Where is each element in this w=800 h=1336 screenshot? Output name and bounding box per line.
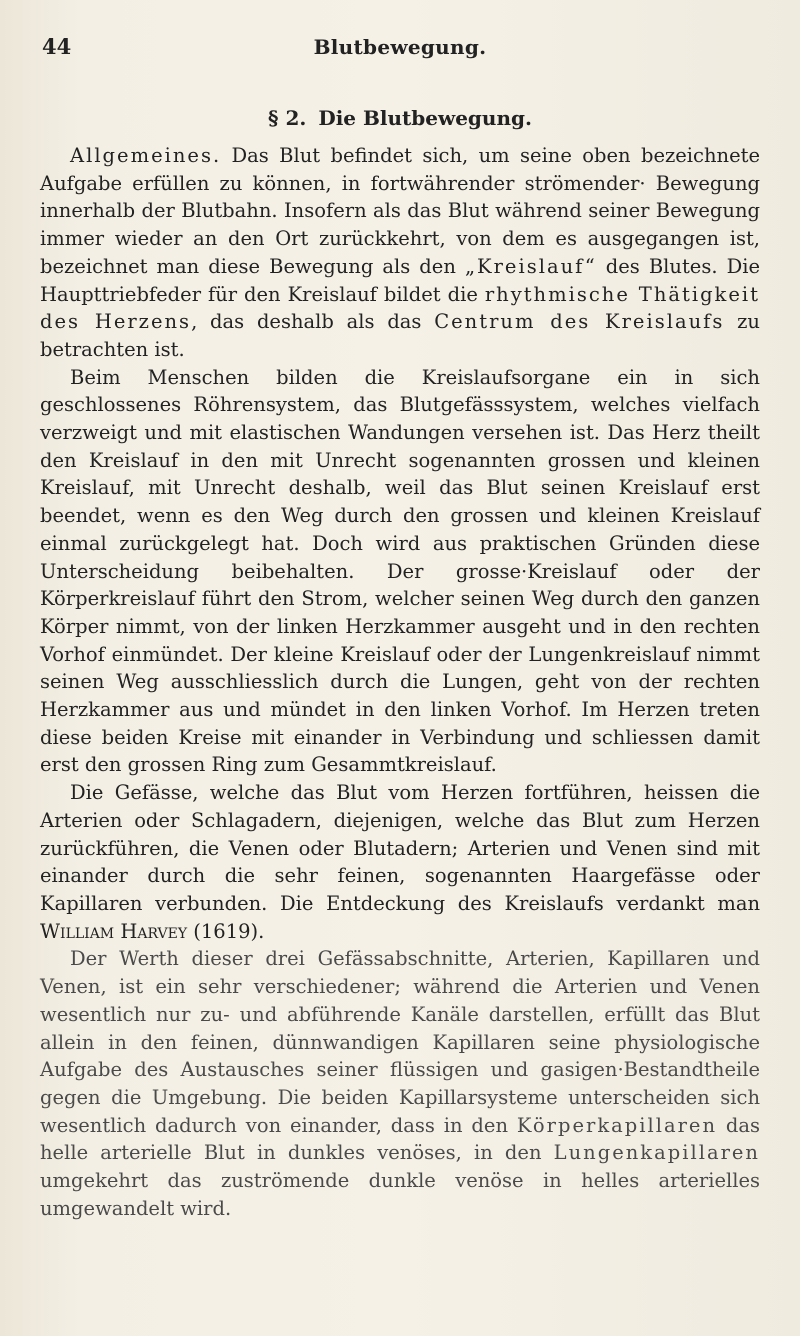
body-text bbox=[40, 142, 760, 1222]
section-heading bbox=[0, 106, 800, 130]
emphasis-koerperkapillaren: Körperkapillaren bbox=[516, 1113, 718, 1137]
page-number: 44 bbox=[42, 34, 72, 59]
paragraph-lead: Allgemeines. bbox=[70, 144, 222, 167]
paragraph-text: Der Werth dieser drei Gefässabschnitte, Arterien, Kapillaren und Venen, ist ein sehr verschiedener; während die Arterien und Venen wesentlich nur zu- und abführende Kanäle darstellen, erfüllt das Blut allein in den feinen, dünnwandigen Kapillaren seine physiologische Aufgabe des Austausches seiner flüssigen und gasigen·Bestandtheile gegen die Umgebung. Die beiden Kapillarsysteme unterscheiden sich wesentlich dadurch von einander, dass in den bbox=[40, 947, 760, 1137]
paragraph-text: das helle arterielle Blut in dunkles venöses, in den bbox=[40, 1113, 760, 1165]
emphasis-centrum: Centrum des Kreislaufs bbox=[434, 310, 725, 334]
paragraph-kreislaufsorgane: Beim Menschen bilden die Kreislaufsorgane ein in sich geschlossenes Röhrensystem, das Blutgefässsystem, welches vielfach verzweigt und mit elastischen Wandungen versehen ist. Das Herz theilt den Kreislauf in den mit Unrecht sogenannten grossen und kleinen Kreislauf, mit Unrecht deshalb, weil das Blut seinen Kreislauf erst beendet, wenn es den Weg durch den grossen und kleinen Kreislauf einmal zurückgelegt hat. Doch wird aus praktischen Gründen diese Unterscheidung beibehalten. Der grosse·Kreislauf oder der Körperkreislauf führt den Strom, welcher seinen Weg durch den ganzen Körper nimmt, von der linken Herzkammer ausgeht und in den rechten Vorhof einmündet. Der kleine Kreislauf oder der Lungenkreislauf nimmt seinen Weg ausschliesslich durch die Lungen, geht von der rechten Herzkammer aus und mündet in den linken Vorhof. Im Herzen treten diese beiden Kreise mit einander in Verbindung und schliessen damit erst den grossen Ring zum Gesammtkreislauf. bbox=[40, 365, 760, 777]
paragraph-gefaesse bbox=[40, 779, 760, 945]
section-number: § 2. bbox=[268, 106, 307, 130]
paragraph-text: (1619). bbox=[187, 919, 265, 943]
paragraph-text: des Blutes. Die Haupttriebfeder für den Kreislauf bildet die bbox=[40, 254, 760, 306]
emphasis-kreislauf: „Kreislauf“ bbox=[464, 254, 597, 278]
page-header bbox=[42, 34, 758, 64]
author-name: William Harvey bbox=[40, 919, 188, 943]
paragraph-text: Das Blut befindet sich, um seine oben bezeichnete Aufgabe erfüllen zu können, in fortwährender strömender· Bewegung innerhalb der Blutbahn. Insofern als das Blut während seiner Bewegung immer wieder an den Ort zurückkehrt, von dem es ausgegangen ist, bezeichnet man diese Bewegung als den bbox=[40, 144, 760, 278]
emphasis-herztaetigkeit: rhythmische Thätigkeit des Herzens bbox=[40, 282, 760, 334]
paragraph-text: umgekehrt das zuströmende dunkle venöse in helles arterielles umgewandelt wird. bbox=[40, 1169, 760, 1220]
running-title: Blutbewegung. bbox=[313, 35, 487, 59]
paragraph-text: , das deshalb als das bbox=[191, 310, 435, 334]
paragraph-allgemeines bbox=[40, 142, 760, 364]
paragraph-text: zu betrachten ist. bbox=[40, 310, 760, 361]
paragraph-kapillaren bbox=[40, 945, 760, 1222]
section-title: Die Blutbewegung. bbox=[318, 106, 532, 130]
emphasis-lungenkapillaren: Lungenkapillaren bbox=[553, 1141, 760, 1165]
paragraph-text: Die Gefässe, welche das Blut vom Herzen fortführen, heissen die Arterien oder Schlagadern, diejenigen, welche das Blut zum Herzen zurückführen, die Venen oder Blutadern; Arterien und Venen sind mit einander durch die sehr feinen, sogenannten Haargefässe oder Kapillaren verbunden. Die Entdeckung des Kreislaufs verdankt man bbox=[40, 781, 760, 915]
